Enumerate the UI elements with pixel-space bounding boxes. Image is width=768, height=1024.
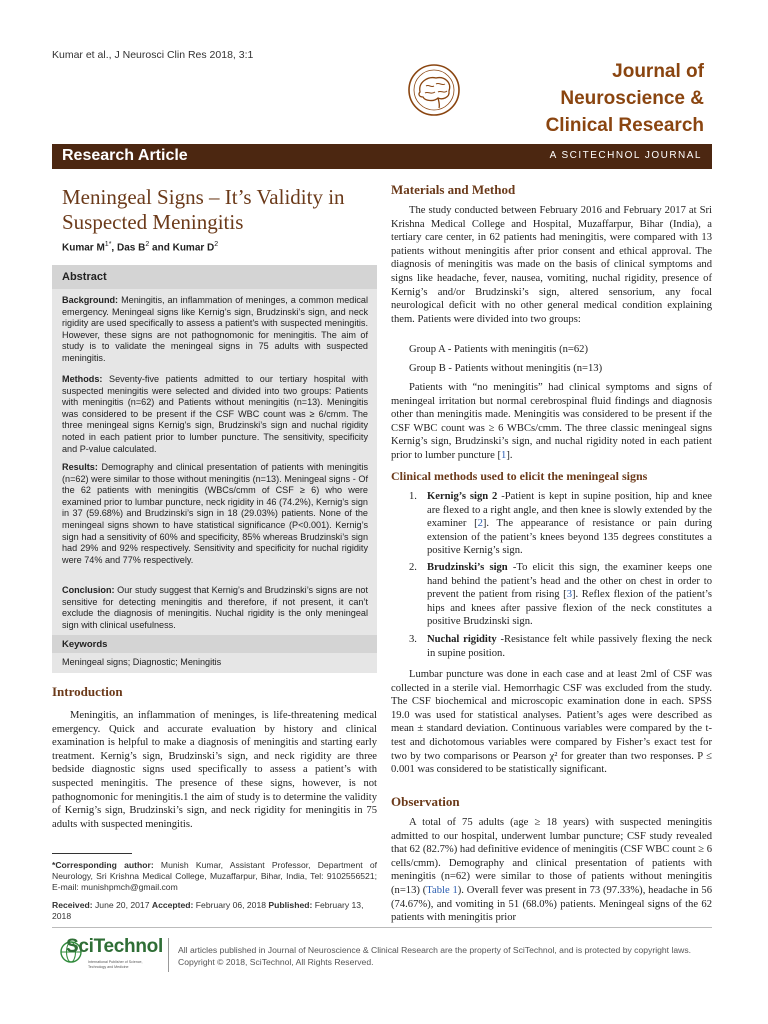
observation-heading: Observation — [391, 794, 460, 809]
list-number: 2. — [409, 562, 417, 573]
introduction-text — [52, 709, 377, 831]
abstract-methods — [62, 374, 368, 455]
abstract-label: Conclusion: — [62, 585, 115, 595]
list-text: ]. The appearance of resistance or pain during extension of the patient’s knees beyond 135 degrees constitutes a positive Kernig’s sign. — [427, 518, 712, 557]
logo-text: SciTechnol — [66, 936, 163, 957]
footnote-label: *Corresponding author: — [52, 860, 154, 870]
paragraph: The study conducted between February 2016 and February 2017 at Sri Krishna Medical College and Hospital, Muzaffarpur, Bihar (India), a tertiary care center, in 62 patients had meningitis, were compared with 13 patients without meningitis after prior consent and ethical approval. The diagnosis of meningitis was made on the basis of clinical symptoms and signs like headache, fever, nausea, vomiting, nuchal rigidity, presence of Kernig’s and/or Brudzinski’s sign, altered sensorium, any focal neurological deficit with no other general medical condition explaining them. Patients were divided into two groups: — [391, 205, 712, 325]
journal-title-line: Clinical Research — [545, 115, 704, 136]
date-value: February 06, 2018 — [193, 900, 269, 910]
list-label: Brudzinski’s sign — [427, 562, 508, 573]
reference-link[interactable]: 2 — [477, 518, 483, 530]
author-name: Kumar M — [62, 242, 105, 254]
paragraph: Lumbar puncture was done in each case and at least 2ml of CSF was collected in a sterile vial. Hemorrhagic CSF was excluded from the study. The CSF biochemical and microscopic examination done in each. SPSS 19.0 was used for statistical analyses. Patient’s ages were described as mean ± standard deviation. Continuous variables were compared by the t-test and dichotomous variables were compared by Fisher’s exact test for two by two comparisons or Pearson χ² for greater than two responses. P ≤ 0.001 was considered to be statistically significant. — [391, 669, 712, 776]
table-link[interactable]: Table 1 — [426, 884, 458, 896]
article-dates — [52, 900, 377, 922]
list-text: -Patient is kept in supine position, hip and knee are flexed to a right angle, and then knee is slowly extended by the examiner [ — [427, 491, 712, 530]
publisher-tag: A SCITECHNOL JOURNAL — [549, 150, 702, 161]
introduction-heading: Introduction — [52, 684, 123, 699]
date-label: Received: — [52, 900, 93, 910]
reference-link[interactable]: 3 — [566, 589, 572, 601]
footnote-divider — [52, 853, 132, 854]
paragraph-text: Patients with “no meningitis” had clinical symptoms and signs of meningeal irritation but normal cerebrospinal fluid findings and diagnosis other than meningitis made. Meningitis was considered to be present if the CSF WBC count was ≥ 6 WBCs/cmm. The three classic meningeal signs Kernig’s sign, Brudzinski’s sign, and nuchal rigidity noted in each patient prior to lumber puncture [ — [391, 382, 712, 461]
list-label: Kernig’s sign 2 — [427, 491, 498, 502]
date-label: Published: — [268, 900, 313, 910]
author-name: Kumar D — [172, 242, 215, 254]
list-text: -To elicit this sign, the examiner keeps one hand behind the patient’s head and the other on chest in order to prevent the patient from rising [ — [427, 562, 712, 601]
corresponding-author — [52, 860, 377, 893]
footer-vertical-divider — [168, 938, 169, 972]
abstract-box — [52, 265, 377, 673]
brain-icon — [398, 62, 470, 118]
abstract-label: Methods: — [62, 374, 103, 384]
logo-subtext: International Publisher of Science, Technology and Medicine — [88, 960, 143, 969]
author-separator: , — [111, 242, 117, 254]
copyright-notice: All articles published in Journal of Neuroscience & Clinical Research are the property of SciTechnol, and is protected by copyright laws. Copyright © 2018, SciTechnol, All Rights Reserved. — [178, 945, 692, 967]
abstract-header — [52, 265, 377, 289]
journal-title-line: Neuroscience & — [560, 88, 704, 109]
materials-paragraph-2 — [391, 381, 712, 463]
article-type-banner — [52, 144, 712, 169]
abstract-text: Seventy-five patients admitted to our tertiary hospital with suspected meningitis were selected and divided into two groups: Patients with meningitis (n=62) and Patients without meningitis (n=13). Meningitis was considered to be present if the CSF WBC count was ≥ 6/cmm. The three meningeal signs Kernig’s sign, Brudzinski’s sign and nuchal rigidity noted in each patient prior to lumber puncture. The sensitivity, specificity and P-value calculated. — [62, 374, 368, 454]
list-number: 1. — [409, 491, 417, 502]
abstract-results — [62, 462, 368, 566]
author-affiliation: 2 — [145, 241, 150, 248]
abstract-conclusion — [62, 585, 368, 631]
abstract-text: Our study suggest that Kernig’s and Brudzinski’s signs are not sensitive for detecting meningitis and therefore, if not present, it can’t exclude the diagnosis of meningitis. Nuchal rigidity is the only meningeal sign with clinical usefulness. — [62, 585, 368, 630]
abstract-label: Background: — [62, 295, 119, 305]
author-separator: and — [149, 242, 173, 254]
group-b: Group B - Patients without meningitis (n=13) — [409, 363, 603, 374]
observation-paragraph — [391, 816, 712, 925]
article-type-label: Research Article — [62, 147, 188, 164]
article-title: Meningeal Signs – It’s Validity in Suspected Meningitis — [62, 185, 345, 234]
paragraph-text: ]. — [506, 449, 513, 461]
paragraph: Meningitis, an inflammation of meninges, is life-threatening medical emergency. Quick and accurate evaluation by history and clinical examination is helpful to make a diagnosis of meningitis and starting early treatment. Kernig’s sign, Brudzinski’s sign, and neck rigidity are three bedside diagnostic signs used specifically to assess a patient’s with suspected meningitis. The presence of these signs, however, is not pathognomonic for meningitis.1 the aim of study is to determine the validity of Kernig’s sign, Brudzinski’s sign, and neck rigidity for meningitis in 75 adults with suspected meningitis. — [52, 710, 377, 830]
author-list — [62, 241, 218, 253]
keywords-title: Keywords — [62, 639, 108, 650]
abstract-label: Results: — [62, 462, 98, 472]
materials-heading: Materials and Method — [391, 182, 516, 197]
paragraph — [391, 381, 712, 463]
date-value: June 20, 2017 — [92, 900, 152, 910]
paragraph — [391, 816, 712, 925]
date-label: Accepted: — [151, 900, 194, 910]
footnote-text: Munish Kumar, Assistant Professor, Department of Neurology, Sri Krishna Medical College, Muzaffarpur, Bihar, India, Tel: 9102556521; E-mail: munishpmch@gmail.com — [52, 860, 377, 892]
materials-paragraph — [391, 204, 712, 326]
keywords-list: Meningeal signs; Diagnostic; Meningitis — [62, 657, 222, 667]
author-name: Das B — [116, 242, 146, 254]
date-value: February 13, 2018 — [52, 900, 364, 921]
journal-title-line: Journal of — [612, 61, 704, 82]
footer-divider — [52, 927, 712, 928]
abstract-text: Demography and clinical presentation of patients with meningitis (n=62) were similar to those without meningitis (n=13). Meningeal signs - Of the 62 patients with meningitis (WBCs/cmm of CSF ≥ 6) who were examined prior to lumbar puncture, neck rigidity in 46 (74.2%), Kernig’s sign in 37 (59.68%) and Brudzinski’s sign in 18 (29.03%) patients. None of the meningeal signs shown to have statistical significance (P<0.001). Kernig’s sign had a sensitivity of 60% and specificity, 85% whereas Brudzinski’s sign had 29% and 92% respectively. Sensitivity and specificity for nuchal rigidity were 74% and 77% respectively. — [62, 462, 368, 565]
keywords-header — [52, 635, 377, 653]
article-citation: Kumar et al., J Neurosci Clin Res 2018, 3:1 — [52, 49, 254, 61]
abstract-text: Meningitis, an inflammation of meninges, a common medical emergency. Meningeal signs like Kernig’s sign, Brudzinski’s sign, and neck rigidity are used specifically to assess a patient's with suspected meningitis. However, these signs are not pathognomonic for meningitis. The aim of study is to validate the meningeal signs in 75 adults with suspected meningitis. — [62, 295, 368, 363]
author-affiliation: 2 — [214, 241, 219, 248]
list-body — [427, 490, 712, 558]
abstract-title: Abstract — [62, 271, 107, 283]
statistics-paragraph — [391, 668, 712, 777]
abstract-background — [62, 295, 368, 365]
paragraph-text: A total of 75 adults (age ≥ 18 years) with suspected meningitis admitted to our hospital, underwent lumbar puncture; CSF study revealed that 62 (82.7%) had definitive evidence of meningitis (CSF WBC count ≥ 6 cells/cmm). Demography and clinical presentation of patients with meningitis (n=62) were similar to those of patients without meningitis (n=13) ( — [391, 817, 712, 896]
list-text: ]. Reflex flexion of the patient’s hips and knees after passive flexion of the neck constitutes a positive Brudzinski sign. — [427, 589, 712, 628]
reference-link[interactable]: 1 — [501, 449, 507, 461]
list-text: -Resistance felt while passively flexing the neck in supine position. — [427, 634, 712, 659]
group-a: Group A - Patients with meningitis (n=62) — [409, 344, 588, 355]
list-number: 3. — [409, 634, 417, 645]
scitechnol-logo — [58, 934, 163, 974]
paragraph-text: ). Overall fever was present in 73 (97.33%), headache in 56 (74.67%), and vomiting in 51 (68.0%) patients. Meningeal signs of the 62 patients with meningitis prior — [391, 884, 712, 924]
journal-title — [546, 58, 704, 139]
list-label: Nuchal rigidity — [427, 634, 497, 645]
clinical-methods-heading: Clinical methods used to elicit the meningeal signs — [391, 469, 648, 483]
list-body — [427, 561, 712, 629]
author-affiliation: 1* — [104, 241, 112, 248]
list-body — [427, 633, 712, 660]
